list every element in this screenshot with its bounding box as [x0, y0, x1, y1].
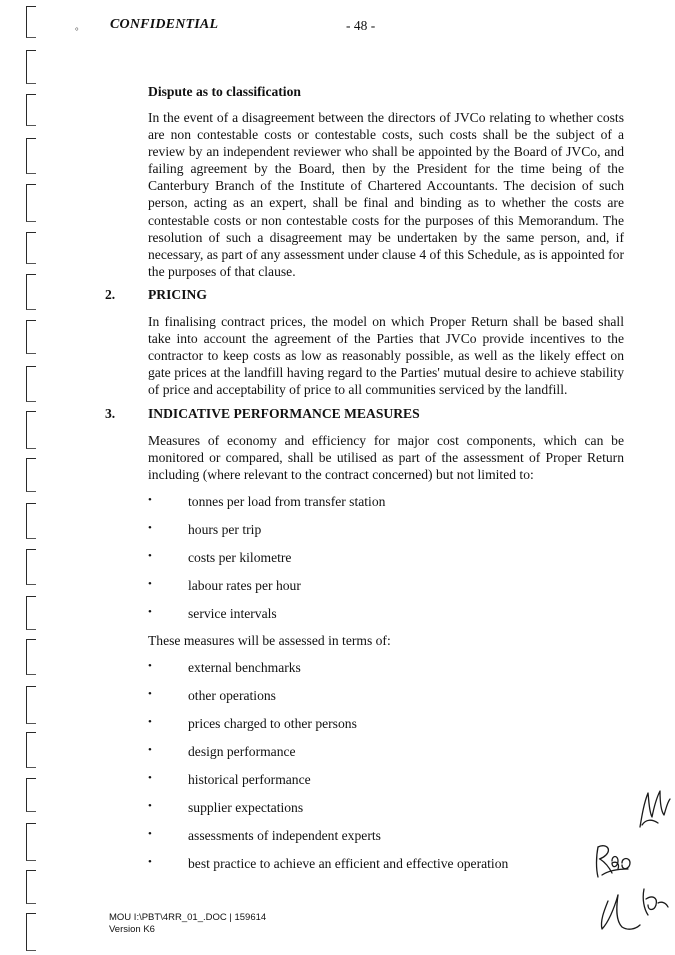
list-item: • historical performance [148, 772, 311, 787]
list-item: • tonnes per load from transfer station [148, 494, 386, 509]
bullet-icon: • [148, 522, 152, 534]
list-item: • hours per trip [148, 522, 262, 537]
header-dot: ° [75, 26, 79, 36]
section-3-title: INDICATIVE PERFORMANCE MEASURES [148, 406, 420, 421]
list-item: • labour rates per hour [148, 578, 301, 593]
dispute-paragraph: In the event of a disagreement between the directors of JVCo relating to whether costs are non contestable costs or contestable costs, such costs shall be the subject of a review by an independent reviewer who shall be appointed by the Board of JVCo, and failing agreement by the Board, then by the President for the time being of the Canterbury Branch of the Institute of Chartered Accountants. The decision of such person, acting as an expert, shall be final and binding as to whether the costs are contestable costs or non contestable costs for the purposes of this Memorandum. The resolution of such a disagreement may be undertaken by the same person, and, if necessary, as part of any assessment under clause 4 of this Schedule, as is appointed for the purposes of that clause. [148, 110, 624, 279]
section-2-title: PRICING [148, 287, 207, 302]
section-3-number: 3. [105, 406, 116, 421]
pricing-paragraph: In finalising contract prices, the model on which Proper Return shall be based shall take into account the agreement of the Parties that JVCo provide incentives to the contractor to keep costs as low as reasonably possible, as well as the likely effect on gate prices at the landfill having regard to the Parties' mutual desire to achieve stability of price and acceptability of price to all communities serviced by the landfill. [148, 314, 624, 398]
list-item: • assessments of independent experts [148, 828, 381, 843]
bullet-icon: • [148, 856, 152, 868]
assessed-intro: These measures will be assessed in terms of: [148, 633, 391, 648]
bullet-icon: • [148, 828, 152, 840]
bullet-icon: • [148, 800, 152, 812]
list-item: • other operations [148, 688, 276, 703]
section-2-number: 2. [105, 287, 116, 302]
list-item: • design performance [148, 744, 296, 759]
version-label: Version K6 [109, 923, 155, 935]
list-item: • best practice to achieve an efficient and effective operation [148, 856, 509, 871]
list-item: • costs per kilometre [148, 550, 292, 565]
document-footer [109, 912, 266, 935]
bullet-icon: • [148, 744, 152, 756]
file-reference: MOU I:\PBT\4RR_01_.DOC | 159614 [109, 912, 267, 923]
handwritten-initials [578, 785, 673, 945]
list-item: • supplier expectations [148, 800, 304, 815]
list-item: • service intervals [148, 606, 277, 621]
measures-paragraph: Measures of economy and efficiency for major cost components, which can be monitored or compared, shall be utilised as part of the assessment of Proper Return including (where relevant to the contract concerned) but not limited to: [148, 433, 624, 483]
measures-list [148, 494, 608, 634]
bullet-icon: • [148, 494, 152, 506]
dispute-heading: Dispute as to classification [148, 84, 301, 99]
bullet-icon: • [148, 716, 152, 728]
bullet-icon: • [148, 660, 152, 672]
page-number: - 48 - [346, 18, 376, 33]
bullet-icon: • [148, 550, 152, 562]
bullet-icon: • [148, 688, 152, 700]
assessment-list [148, 660, 608, 884]
list-item: • prices charged to other persons [148, 716, 357, 731]
list-item: • external benchmarks [148, 660, 301, 675]
binding-marks [26, 6, 42, 951]
bullet-icon: • [148, 772, 152, 784]
confidential-label: CONFIDENTIAL [110, 17, 219, 32]
bullet-icon: • [148, 578, 152, 590]
bullet-icon: • [148, 606, 152, 618]
